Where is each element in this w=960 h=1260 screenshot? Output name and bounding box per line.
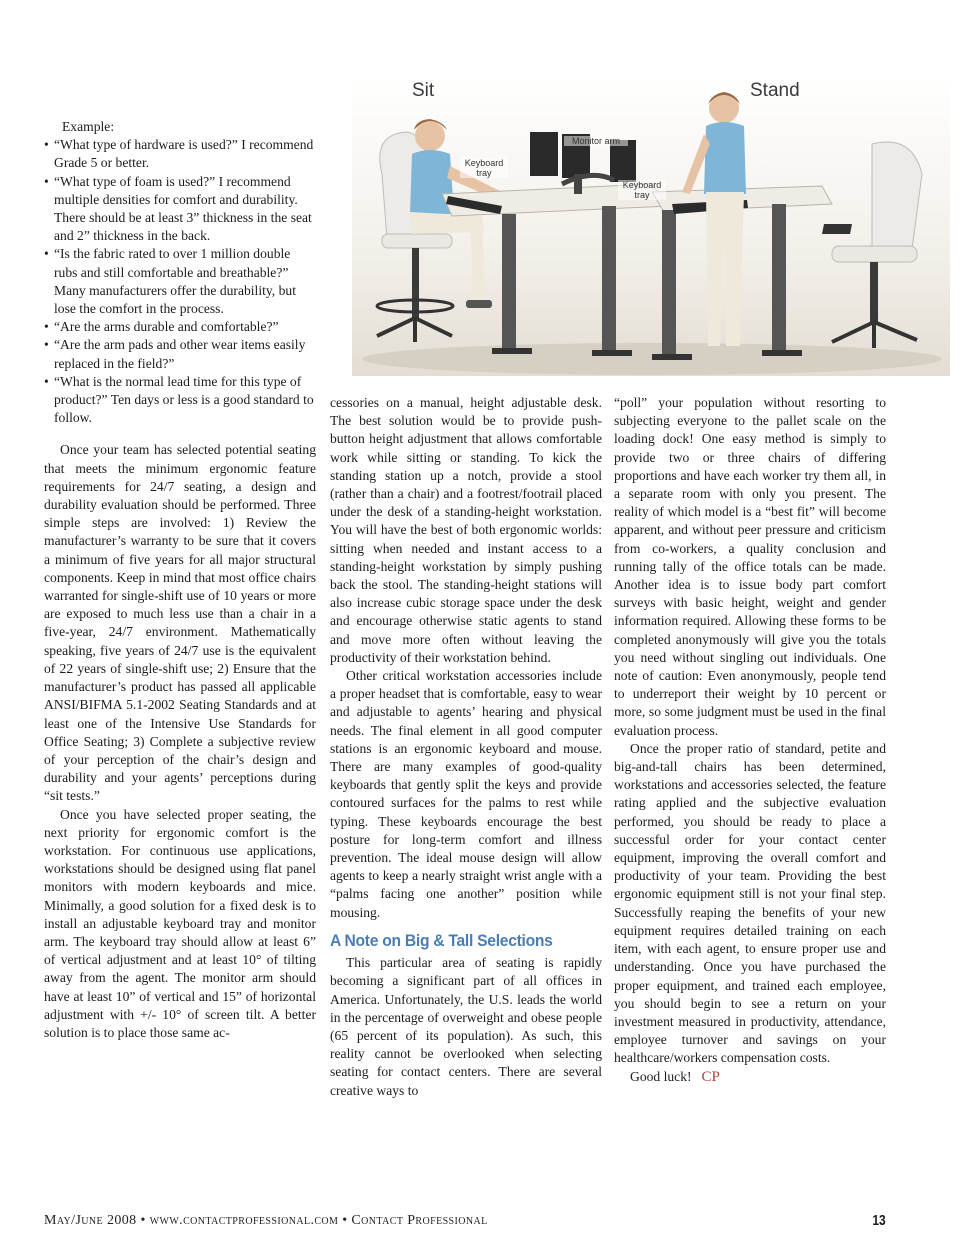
list-item: • “What type of hardware is used?” I recommend Grade 5 or better. (44, 137, 314, 171)
cp-end-mark: CP (701, 1068, 720, 1085)
body-paragraph: This particular area of seating is rapidly becoming a significant part of all offices in America. Unfortunately, the U.S. leads the world in the percentage of overweight and obese people (65 percent of its population). As such, this reality cannot be overlooked when selecting seating for contact centers. There are several creative ways to (330, 955, 602, 1098)
list-item: • “Are the arm pads and other wear items easily replaced in the field?” (44, 337, 306, 371)
example-title: Example: (62, 119, 115, 134)
callout-keyboard-tray-right: Keyboard tray (618, 180, 666, 200)
question-list (44, 136, 316, 427)
list-item: • “Is the fabric rated to over 1 million double rubs and still comfortable and breathable?” Many manufacturers offer the durability, but lose the comfort in the process. (44, 246, 296, 317)
page-footer: May/June 2008 • www.contactprofessional.com • Contact Professional (44, 1213, 488, 1228)
list-item: • “What type of foam is used?” I recommend multiple densities for comfort and durability. There should be at least 3” thickness in the seat and 2” thickness in the back. (44, 173, 312, 244)
workstation-illustration (352, 74, 950, 376)
section-heading: A Note on Big & Tall Selections (330, 930, 553, 950)
body-paragraph: Once the proper ratio of standard, petite and big-and-tall chairs has been determined, workstations and accessories selected, the feature rating applied and the subjective evaluation performed, you should be ready to place a successful order for your contact center equipment, improving the overall comfort and productivity of your team. Providing the best ergonomic equipment still is not your final step. Successfully reaping the benefits of your new equipment requires detailed training on each item, with each agent, to ensure proper use and understanding. Once you have purchased the proper equipment, and trained each employee, you should begin to see a return on your investment measured in productivity, attendance, employee turnover and savings on your healthcare/workers compensation costs. (614, 740, 886, 1066)
body-paragraph: cessories on a manual, height adjustable desk. The best solution would be to provide push-button height adjustment that allows comfortable work while sitting or standing. To kick the standing station up a notch, provide a stool (rather than a chair) and a footrest/footrail placed under the desk of a standing-height workstation. You will have the best of both ergonomic worlds: sitting when needed and instant access to a standing-height workstation by simply pushing back the stool. The standing-height stations will also increase cubic storage space under the desk and encourage otherwise static agents to stand and move more often without leaving the productivity of their workstation behind. (330, 395, 602, 665)
body-paragraph: Once you have selected proper seating, the next priority for ergonomic comfort is the workstation. For continuous use applications, workstations should be designed using flat panel monitors with modern keyboards and mice. Minimally, a good solution for a fixed desk is to install an adjustable keyboard tray and monitor arm. The keyboard tray should allow at least 6” of vertical adjustment and at least 10° of tilting away from the agent. The monitor arm should have at least 10” of vertical and 15” of horizontal adjustment with +/- 10° of screen tilt. A better solution is to place those same ac- (44, 806, 316, 1040)
body-paragraph: Other critical workstation accessories include a proper headset that is comfortable, easy to wear and adjustable to agents’ hearing and physical needs. The final element in all good computer stations is an ergonomic keyboard and mouse. There are many examples of good-quality keyboards that gently split the keys and provide contoured surfaces for the palms to rest while typing. These keyboards encourage the best posture for long-term comfort and illness prevention. The ideal mouse design will allow agents to keep a nearly straight wrist angle with a “palms facing one another” position while mousing. (330, 668, 602, 920)
closing-line: Good luck! CP (630, 1068, 720, 1085)
page-number: 13 (872, 1212, 886, 1229)
callout-keyboard-tray-left: Keyboard tray (460, 158, 508, 178)
list-item: • “Are the arms durable and comfortable?” (44, 319, 279, 335)
workstation-photo (352, 74, 950, 376)
body-paragraph: Once your team has selected potential seating that meets the minimum ergonomic feature requirements for 24/7 seating, a design and durability evaluation should be performed. Three simple steps are involved: 1) Review the manufacturer’s warranty to be sure that it covers a minimum of five years for all major structural components. Keep in mind that most office chairs warranted for single-shift use of 10 years or more are exposed to much less use than a chair in a five-year, 24/7 environment. Mathematically speaking, five years of 24/7 use is the equivalent of 22 years of single-shift use; 2) Ensure that the manufacturer’s product has passed all applicable ANSI/BIFMA 5.1-2002 Seating Standards and at least one of the Intensive Use Standards for Office Seating; 3) Complete a subjective review of your perception of the chair’s design and durability and your agents’ perceptions during “sit tests.” (44, 442, 316, 804)
standing-woman (682, 92, 746, 346)
column-3 (614, 394, 886, 1086)
sit-label: Sit (412, 80, 435, 101)
body-paragraph: “poll” your population without resorting to subjecting everyone to the pallet scale on the loading dock! One easy method is simply to provide two or three chairs of differing proportions and have each worker try them all, in a separate room with only you present. The reality of which model is a “best fit” will become apparent, and without peer pressure and criticism from co-workers, a quality conclusion and running tally of the office totals can be made. Another idea is to issue body part comfort surveys with basic height, weight and gender information required. Allowing these forms to be completed anonymously will give you the totals you need without singling out individuals. One note of caution: Even anonymously, people tend to underreport their weight by 10 percent or more, so some judgment must be used in the final evaluation process. (614, 395, 886, 738)
column-2 (330, 394, 602, 1100)
right-chair (822, 142, 922, 348)
column-1 (44, 118, 316, 1042)
list-item: • “What is the normal lead time for this type of product?” Ten days or less is a good standard to follow. (44, 373, 314, 426)
stand-label: Stand (750, 80, 800, 101)
callout-monitor-arm: Monitor arm (564, 136, 628, 146)
